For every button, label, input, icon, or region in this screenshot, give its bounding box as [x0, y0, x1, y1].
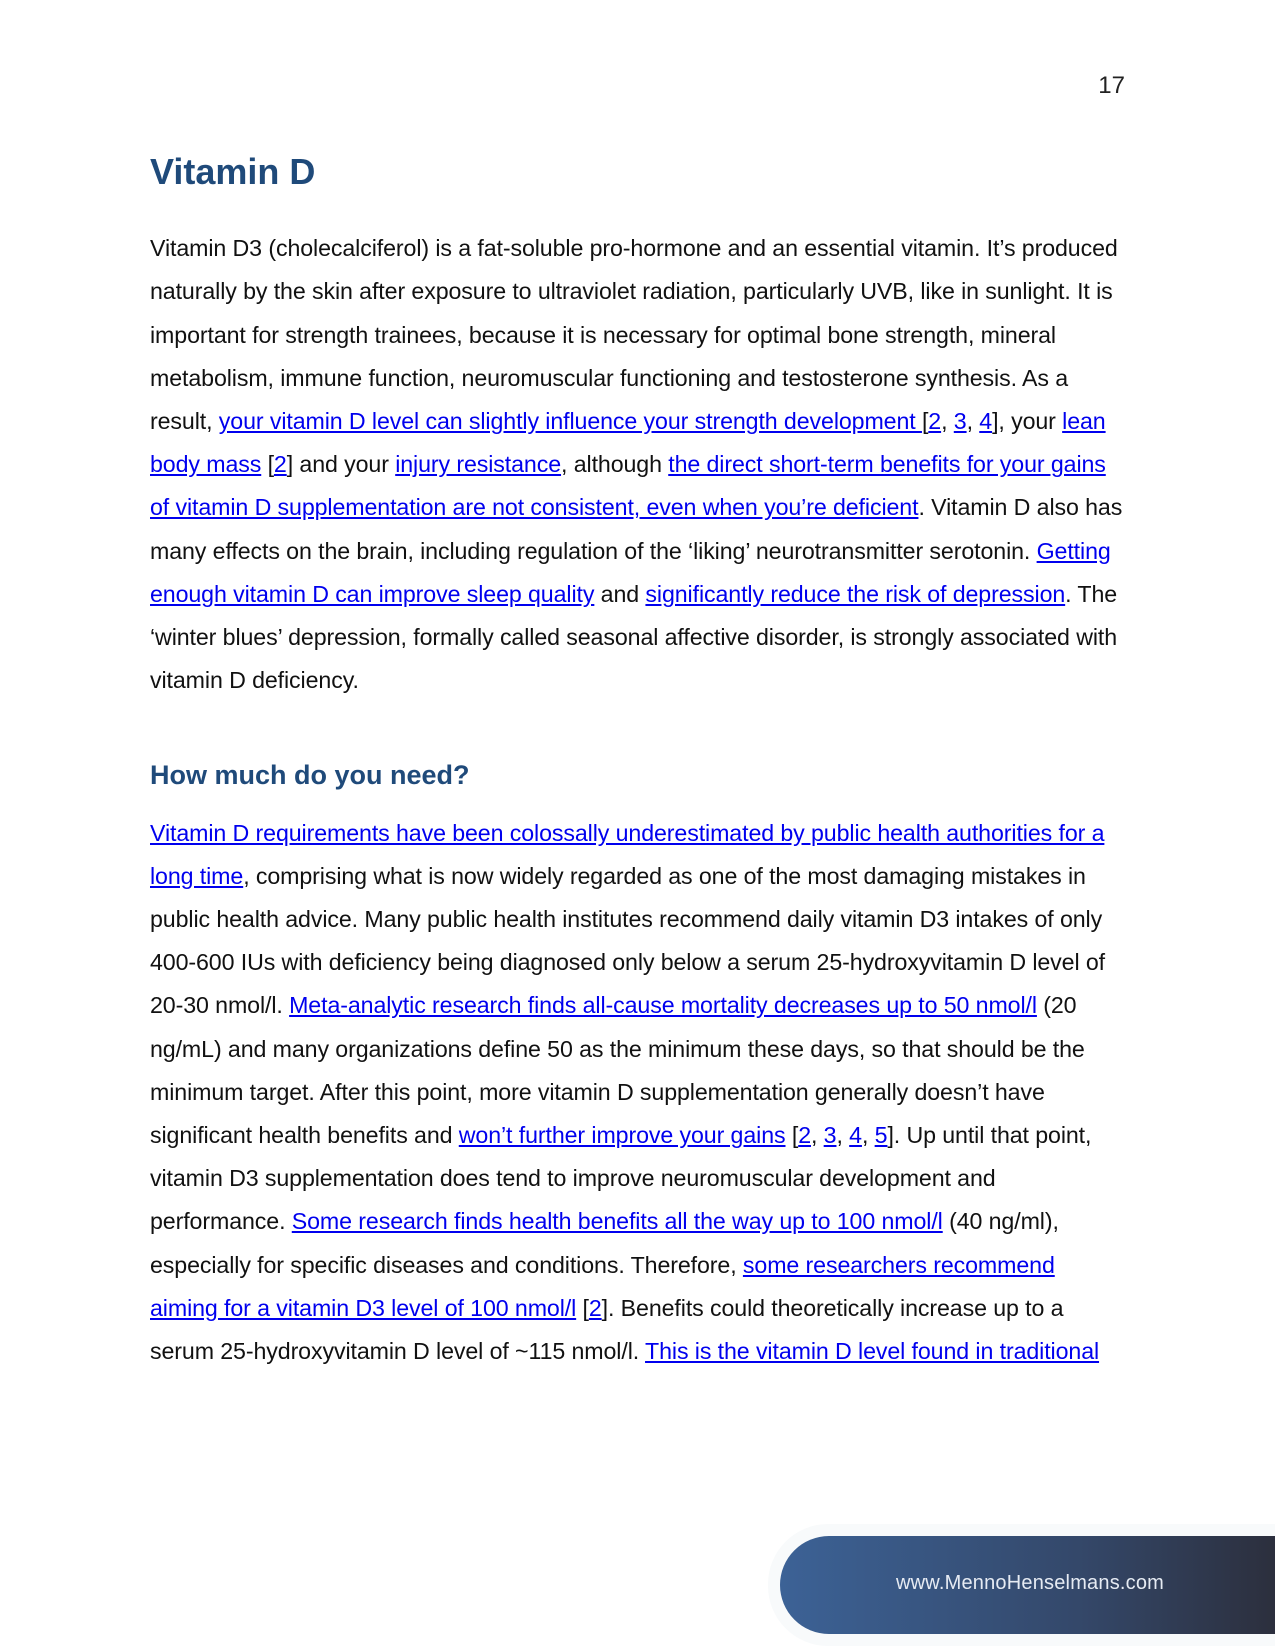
text-run: ,: [861, 1121, 875, 1148]
ref-link[interactable]: 4: [979, 408, 993, 434]
link-researchers-recommend[interactable]: some researchers recommend aiming for a vitamin D3 level of 100 nmol/l: [150, 1251, 1055, 1321]
text-run: [: [261, 451, 274, 478]
link-wont-improve-gains[interactable]: won’t further improve your gains: [458, 1121, 786, 1148]
link-short-term-benefits[interactable]: the direct short-term benefits for your gains of vitamin D supplementation are not consistent, even when you’re deficient: [150, 451, 1106, 521]
link-sleep-quality[interactable]: Getting enough vitamin D can improve sleep quality: [150, 537, 1111, 607]
text-run: ] and your: [286, 451, 396, 478]
link-depression-risk[interactable]: significantly reduce the risk of depression: [645, 580, 1066, 607]
text-run: . The ‘winter blues’ depression, formally called seasonal affective disorder, is strongly associated with vitamin D deficiency.: [150, 580, 1118, 694]
ref-link[interactable]: 4: [849, 1121, 862, 1148]
document-body: [150, 150, 1125, 1373]
text-run: ,: [941, 408, 954, 434]
text-run: . Vitamin D also has many effects on the brain, including regulation of the ‘liking’ neurotransmitter serotonin.: [150, 494, 1123, 564]
link-requirements-underestimated[interactable]: Vitamin D requirements have been colossally underestimated by public health authorities for a long time: [150, 819, 1105, 889]
ref-link[interactable]: 2: [273, 451, 287, 478]
text-run: Vitamin D3 (cholecalciferol) is a fat-soluble pro-hormone and an essential vitamin. It’s produced naturally by the skin after exposure to ultraviolet radiation, particularly UVB, like in sunlight. It is important for strength trainees, because it is necessary for optimal bone strength, mineral metabolism, immune function, neuromuscular functioning and testosterone synthesis. As a result,: [150, 235, 1118, 434]
ref-link[interactable]: 2: [928, 408, 942, 434]
ref-link[interactable]: 5: [874, 1121, 888, 1148]
link-injury-resistance[interactable]: injury resistance: [395, 451, 562, 478]
intro-paragraph: [150, 227, 1125, 702]
page-title: Vitamin D: [150, 151, 316, 192]
ref-link[interactable]: 2: [588, 1294, 602, 1321]
link-strength-development[interactable]: your vitamin D level can slightly influence your strength development: [218, 408, 922, 434]
text-run: [: [576, 1294, 589, 1321]
link-health-benefits-100[interactable]: Some research finds health benefits all the way up to 100 nmol/l: [291, 1208, 943, 1235]
text-run: ,: [966, 408, 980, 434]
text-run: , although: [561, 451, 669, 478]
text-run: (40 ng/ml), especially for specific diseases and conditions. Therefore,: [150, 1208, 1059, 1278]
text-run: ], your: [992, 408, 1063, 434]
text-run: (20 ng/mL) and many organizations define 50 as the minimum these days, so that should be the minimum target. After this point, more vitamin D supplementation generally doesn’t have significant health benefits and: [150, 992, 1085, 1148]
page-number: 17: [1098, 72, 1125, 99]
text-run: [: [921, 408, 929, 434]
link-traditional-level[interactable]: This is the vitamin D level found in traditional: [645, 1337, 1100, 1364]
text-run: [: [785, 1121, 799, 1148]
text-run: ,: [810, 1121, 824, 1148]
section-heading: How much do you need?: [150, 760, 470, 791]
text-run: ]. Up until that point, vitamin D3 supplementation does tend to improve neuromuscular development and performance.: [150, 1121, 1092, 1235]
text-run: and: [594, 580, 646, 607]
ref-link[interactable]: 2: [798, 1121, 811, 1148]
ref-link[interactable]: 3: [953, 408, 967, 434]
requirements-paragraph: [150, 812, 1125, 1374]
link-lean-body-mass[interactable]: lean body mass: [150, 408, 1106, 478]
text-run: ,: [836, 1121, 850, 1148]
text-run: , comprising what is now widely regarded as one of the most damaging mistakes in public health advice. Many public health institutes recommend daily vitamin D3 intakes of only 400-600 IUs with deficiency being diagnosed only below a serum 25-hydroxyvitamin D level of 20-30 nmol/l.: [150, 862, 1105, 1019]
text-run: ]. Benefits could theoretically increase up to a serum 25-hydroxyvitamin D level of ~115 nmol/l.: [150, 1294, 1064, 1364]
footer-website-url[interactable]: www.MennoHenselmans.com: [896, 1572, 1165, 1594]
ref-link[interactable]: 3: [823, 1121, 837, 1148]
link-mortality-meta-analysis[interactable]: Meta-analytic research finds all-cause mortality decreases up to 50 nmol/l: [289, 992, 1037, 1019]
